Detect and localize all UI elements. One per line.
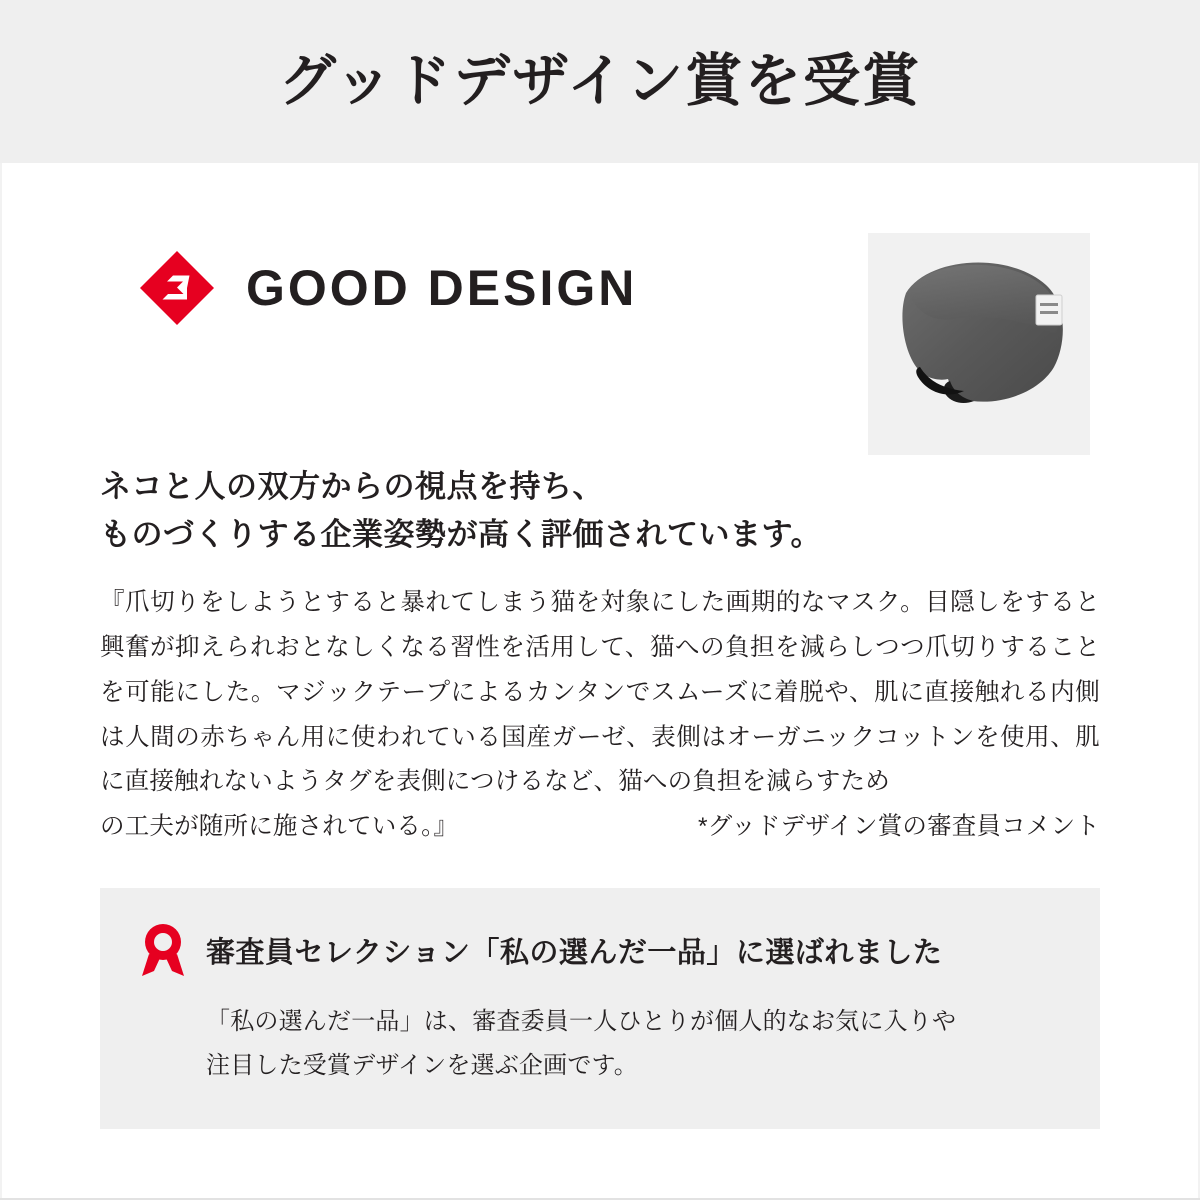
good-design-diamond-icon	[140, 251, 214, 325]
jury-comment-credit: *グッドデザイン賞の審査員コメント	[698, 813, 1100, 841]
callout-body-line-2: 注目した受賞デザインを選ぶ企画です。	[206, 1052, 638, 1080]
good-design-logo	[140, 251, 637, 325]
good-design-wordmark: GOOD DESIGN	[246, 260, 638, 316]
award-ribbon-icon	[140, 922, 186, 978]
paragraph-tail-and-credit	[100, 805, 1100, 850]
page-header-band	[0, 0, 1200, 163]
paragraph-tail: の工夫が随所に施されている。』	[100, 813, 459, 841]
headline-line-1: ネコと人の双方からの視点を持ち、	[100, 469, 604, 504]
callout-body-line-1: 「私の選んだ一品」は、審査委員一人ひとりが個人的なお気に入りや	[206, 1008, 957, 1036]
headline	[100, 463, 1100, 559]
callout-title: 審査員セレクション「私の選んだ一品」に選ばれました	[206, 936, 943, 969]
logo-and-photo-row	[100, 163, 1100, 463]
jury-comment-paragraph: 『爪切りをしようとすると暴れてしまう猫を対象にした画期的なマスク。目隠しをすると興奮が抑えられおとなしくなる習性を活用して、猫への負担を減らしつつ爪切りすることを可能にした。マジックテープによるカンタンでスムーズに着脱や、肌に直接触れる内側は人間の赤ちゃん用に使われている国産ガーゼ、表側はオーガニックコットンを使用、肌に直接触れないようタグを表側につけるなど、猫への負担を減らすため	[100, 589, 1101, 796]
jury-selection-callout	[100, 888, 1100, 1129]
page-title: グッドデザイン賞を受賞	[278, 49, 922, 114]
headline-line-2: ものづくりする企業姿勢が高く評価されています。	[100, 517, 823, 553]
callout-body	[206, 1000, 1060, 1089]
callout-header	[140, 922, 1060, 978]
product-photo	[868, 233, 1090, 455]
content-area	[0, 163, 1200, 1129]
